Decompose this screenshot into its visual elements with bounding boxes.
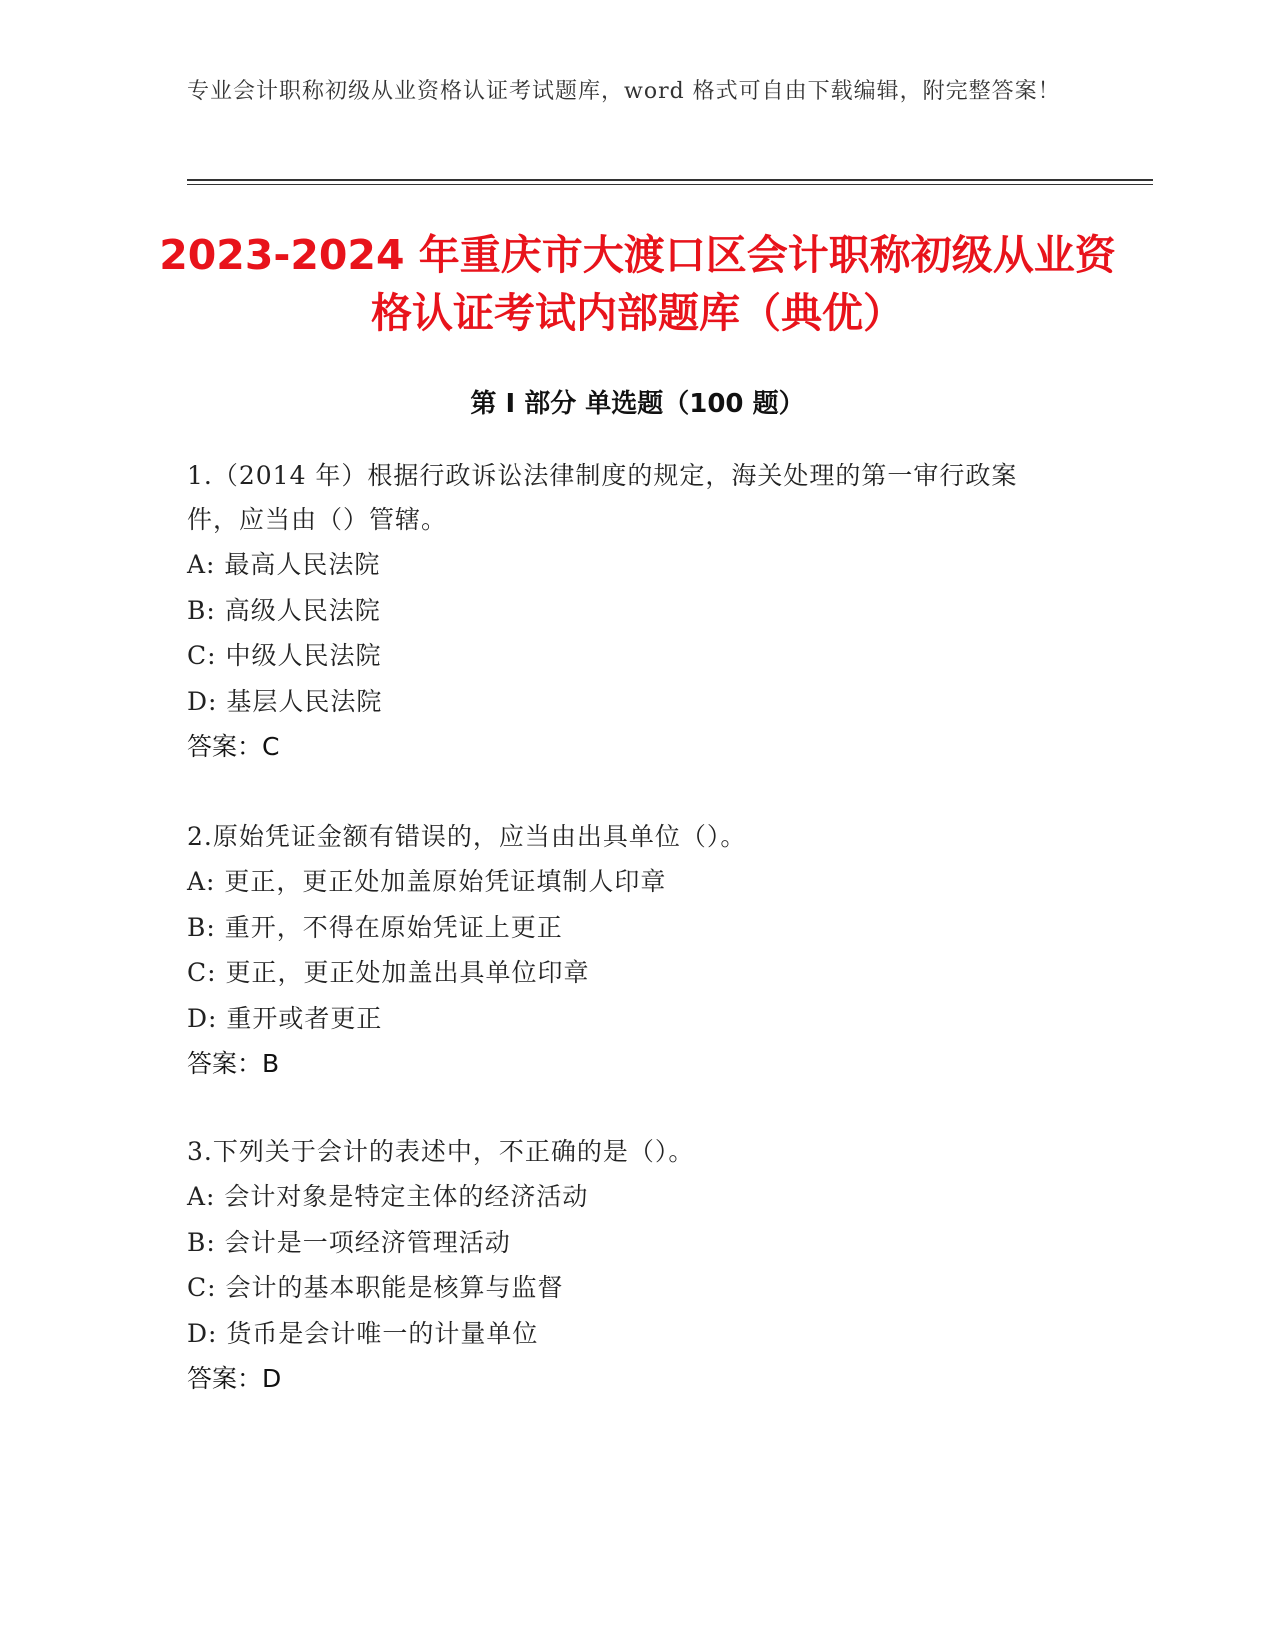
option-d: D: 基层人民法院 [187,686,383,716]
option-b: B: 会计是一项经济管理活动 [187,1227,511,1257]
option-b: B: 高级人民法院 [187,595,381,625]
option-d: D: 货币是会计唯一的计量单位 [187,1318,539,1348]
option-c: C: 会计的基本职能是核算与监督 [187,1273,564,1302]
section-title: 第 I 部分 单选题（100 题） [470,389,805,419]
answer: 答案：C [187,732,280,761]
question-2 [187,815,1067,1087]
question-stem: 3.下列关于会计的表述中，不正确的是（）。 [187,1137,695,1166]
question-3 [187,1130,1067,1402]
option-d: D: 重开或者更正 [187,1003,383,1033]
option-a: A: 会计对象是特定主体的经济活动 [187,1182,589,1211]
option-c: C: 中级人民法院 [187,641,382,670]
question-stem: 1.（2014 年）根据行政诉讼法律制度的规定，海关处理的第一审行政案件，应当由（）管辖。 [187,461,1018,534]
option-a: A: 最高人民法院 [187,550,381,579]
option-c: C: 更正，更正处加盖出具单位印章 [187,958,590,987]
header-divider-thin [187,184,1153,185]
question-stem: 2.原始凭证金额有错误的，应当由出具单位（）。 [187,822,747,851]
answer: 答案：D [187,1364,282,1393]
answer: 答案：B [187,1049,280,1078]
document-title: 2023-2024 年重庆市大渡口区会计职称初级从业资格认证考试内部题库（典优） [159,231,1116,337]
question-1 [187,454,1067,770]
option-b: B: 重开，不得在原始凭证上更正 [187,912,563,942]
header-note: 专业会计职称初级从业资格认证考试题库，word 格式可自由下载编辑，附完整答案！ [187,79,1061,104]
option-a: A: 更正，更正处加盖原始凭证填制人印章 [187,867,667,896]
header-divider-thick [187,179,1153,181]
